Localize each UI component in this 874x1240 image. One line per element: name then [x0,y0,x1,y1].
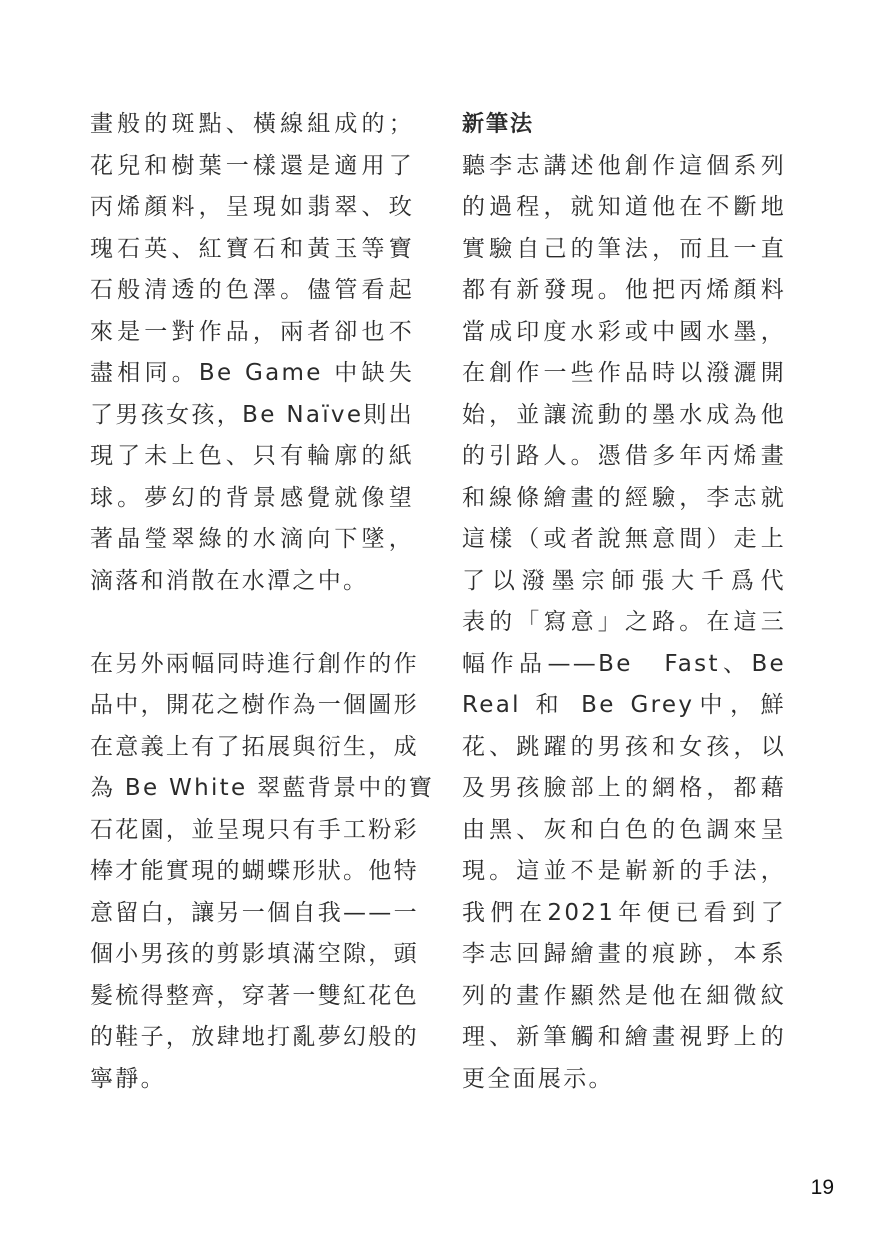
text-line: 花兒和樹葉一樣還是適用了 [90,152,414,179]
text-line: 著晶瑩翠綠的水滴向下墜， [90,526,414,552]
text-line: 的引路人。憑借多年丙烯畫 [462,443,786,469]
text-line: 棒才能實現的蝴蝶形狀。他特 [90,858,419,884]
text-line: 寧靜。 [90,1065,166,1092]
page-number: 19 [810,1176,834,1199]
text-line: 聽李志講述他創作這個系列 [462,152,786,179]
right-paragraph [462,146,786,1101]
text-line: 我們在2021年便已看到了 [462,899,786,926]
text-line: 瑰石英、紅寶石和黃玉等寶 [90,235,414,262]
section-heading: 新筆法 [462,112,535,137]
text-line: 為 Be White 翠藍背景中的寶 [90,775,435,801]
text-line: 石般清透的色澤。儘管看起 [90,277,414,303]
left-column [90,104,435,1100]
text-line: 盡相同。Be Game 中缺失 [90,360,414,386]
text-line: 石花園，並呈現只有手工粉彩 [90,816,419,843]
text-line: 和線條繪畫的經驗，李志就 [462,484,786,511]
text-line: 及男孩臉部上的網格，都藉 [462,775,786,801]
paragraph-gap [90,602,414,644]
text-line: 列的畫作顯然是他在細微紋 [462,982,786,1009]
text-line: 滴落和消散在水潭之中。 [90,567,369,594]
text-line: 畫般的斑點、橫線組成的； [90,111,414,137]
left-paragraph-2 [90,644,435,1101]
text-line: 球。夢幻的背景感覺就像望 [90,484,414,511]
text-line: 丙烯顏料，呈現如翡翠、玫 [90,194,414,220]
text-line: 意留白，讓另一個自我——一 [90,899,419,926]
text-line: Real 和 Be Grey中，鮮 [462,692,786,718]
right-column [462,104,786,1100]
text-line: 表的「寫意」之路。在這三 [462,609,786,635]
text-line: 品中，開花之樹作為一個圖形 [90,692,419,718]
text-line: 的過程，就知道他在不斷地 [462,194,786,220]
text-line: 在另外兩幅同時進行創作的作 [90,650,419,677]
text-line: 幅作品——Be Fast、Be [462,650,786,677]
text-line: 了以潑墨宗師張大千爲代 [462,567,786,594]
text-line: 都有新發現。他把丙烯顏料 [462,277,786,303]
text-line: 始，並讓流動的墨水成為他 [462,401,786,428]
text-line: 現了未上色、只有輪廓的紙 [90,443,414,469]
text-line: 這樣（或者說無意間）走上 [462,526,786,552]
text-line: 當成印度水彩或中國水墨， [462,318,786,345]
text-line: 髮梳得整齊，穿著一雙紅花色 [90,982,419,1009]
text-line: 由黑、灰和白色的色調來呈 [462,816,786,843]
text-line: 個小男孩的剪影填滿空隙，頭 [90,941,419,967]
text-line: 花、跳躍的男孩和女孩，以 [462,733,786,760]
text-line: 更全面展示。 [462,1065,614,1092]
text-line: 理、新筆觸和繪畫視野上的 [462,1024,786,1050]
text-line: 李志回歸繪畫的痕跡，本系 [462,941,786,967]
text-line: 的鞋子，放肆地打亂夢幻般的 [90,1024,419,1050]
text-line: 了男孩女孩，Be Naïve則出 [90,401,414,428]
text-line: 在意義上有了拓展與衍生，成 [90,733,419,760]
left-paragraph-1 [90,104,414,602]
text-line: 來是一對作品，兩者卻也不 [90,318,414,345]
text-line: 在創作一些作品時以潑灑開 [462,360,786,386]
text-line: 實驗自己的筆法，而且一直 [462,235,786,262]
text-line: 現。這並不是嶄新的手法， [462,858,786,884]
